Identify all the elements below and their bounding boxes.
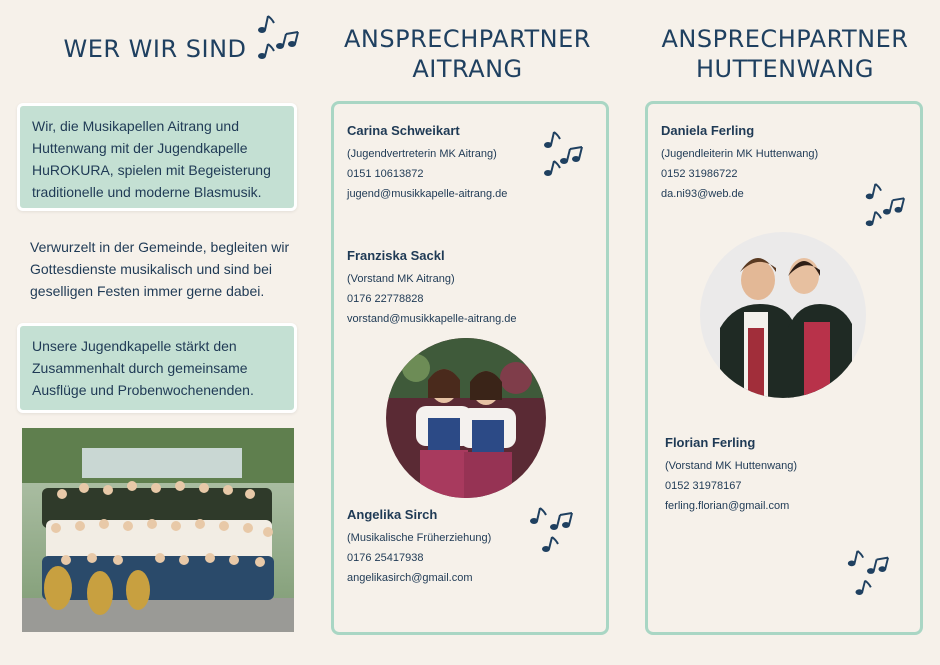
contact-name: Angelika Sirch xyxy=(347,507,438,522)
contact-email[interactable]: jugend@musikkapelle-aitrang.de xyxy=(347,188,508,200)
huttenwang-title-line2: HUTTENWANG xyxy=(695,55,874,83)
contact-email[interactable]: da.ni93@web.de xyxy=(661,188,744,200)
intro-box: Wir, die Musikapellen Aitrang und Huttenwang mit der Jugendkapelle HuROKURA, spielen mit Begeisterung traditionelle und moderne Blasmusik. xyxy=(17,103,297,211)
contact-phone[interactable]: 0152 31978167 xyxy=(665,480,742,492)
huttenwang-title xyxy=(655,24,915,84)
contact-phone[interactable]: 0151 10613872 xyxy=(347,168,424,180)
contact-name: Florian Ferling xyxy=(665,435,756,450)
aitrang-title xyxy=(340,24,595,84)
contact-role: (Musikalische Früherziehung) xyxy=(347,532,492,544)
contact-email[interactable]: vorstand@musikkapelle-aitrang.de xyxy=(347,313,517,325)
photo-daniela-florian xyxy=(700,232,866,398)
music-notes-icon xyxy=(538,128,586,180)
contact-franziska xyxy=(347,247,597,329)
photo-franziska-angelika xyxy=(386,338,546,498)
intro-paragraph: Verwurzelt in der Gemeinde, begleiten wir Gottesdienste musikalisch und sind bei geselligen Festen immer gerne dabei. xyxy=(30,239,290,299)
aitrang-title-line2: AITRANG xyxy=(412,55,523,83)
huttenwang-title-line1: ANSPRECHPARTNER xyxy=(661,25,909,53)
group-photo xyxy=(22,428,294,632)
music-notes-icon xyxy=(844,546,890,598)
music-notes-icon xyxy=(860,180,906,230)
aitrang-title-line1: ANSPRECHPARTNER xyxy=(344,25,591,53)
contact-role: (Jugendvertreterin MK Aitrang) xyxy=(347,148,497,160)
contact-phone[interactable]: 0152 31986722 xyxy=(661,168,738,180)
contact-phone[interactable]: 0176 25417938 xyxy=(347,552,424,564)
contact-email[interactable]: angelikasirch@gmail.com xyxy=(347,572,473,584)
music-notes-icon xyxy=(526,504,574,556)
music-notes-icon xyxy=(252,12,300,62)
contact-role: (Vorstand MK Aitrang) xyxy=(347,273,455,285)
contact-florian xyxy=(665,434,915,516)
contact-email[interactable]: ferling.florian@gmail.com xyxy=(665,500,790,512)
contact-name: Franziska Sackl xyxy=(347,248,445,263)
contact-role: (Vorstand MK Huttenwang) xyxy=(665,460,798,472)
contact-role: (Jugendleiterin MK Huttenwang) xyxy=(661,148,819,160)
contact-name: Daniela Ferling xyxy=(661,123,755,138)
contact-phone[interactable]: 0176 22778828 xyxy=(347,293,424,305)
left-title: WER WIR SIND xyxy=(63,35,247,63)
youth-box: Unsere Jugendkapelle stärkt den Zusammenhalt durch gemeinsame Ausflüge und Probenwochenenden. xyxy=(17,323,297,413)
contact-name: Carina Schweikart xyxy=(347,123,460,138)
